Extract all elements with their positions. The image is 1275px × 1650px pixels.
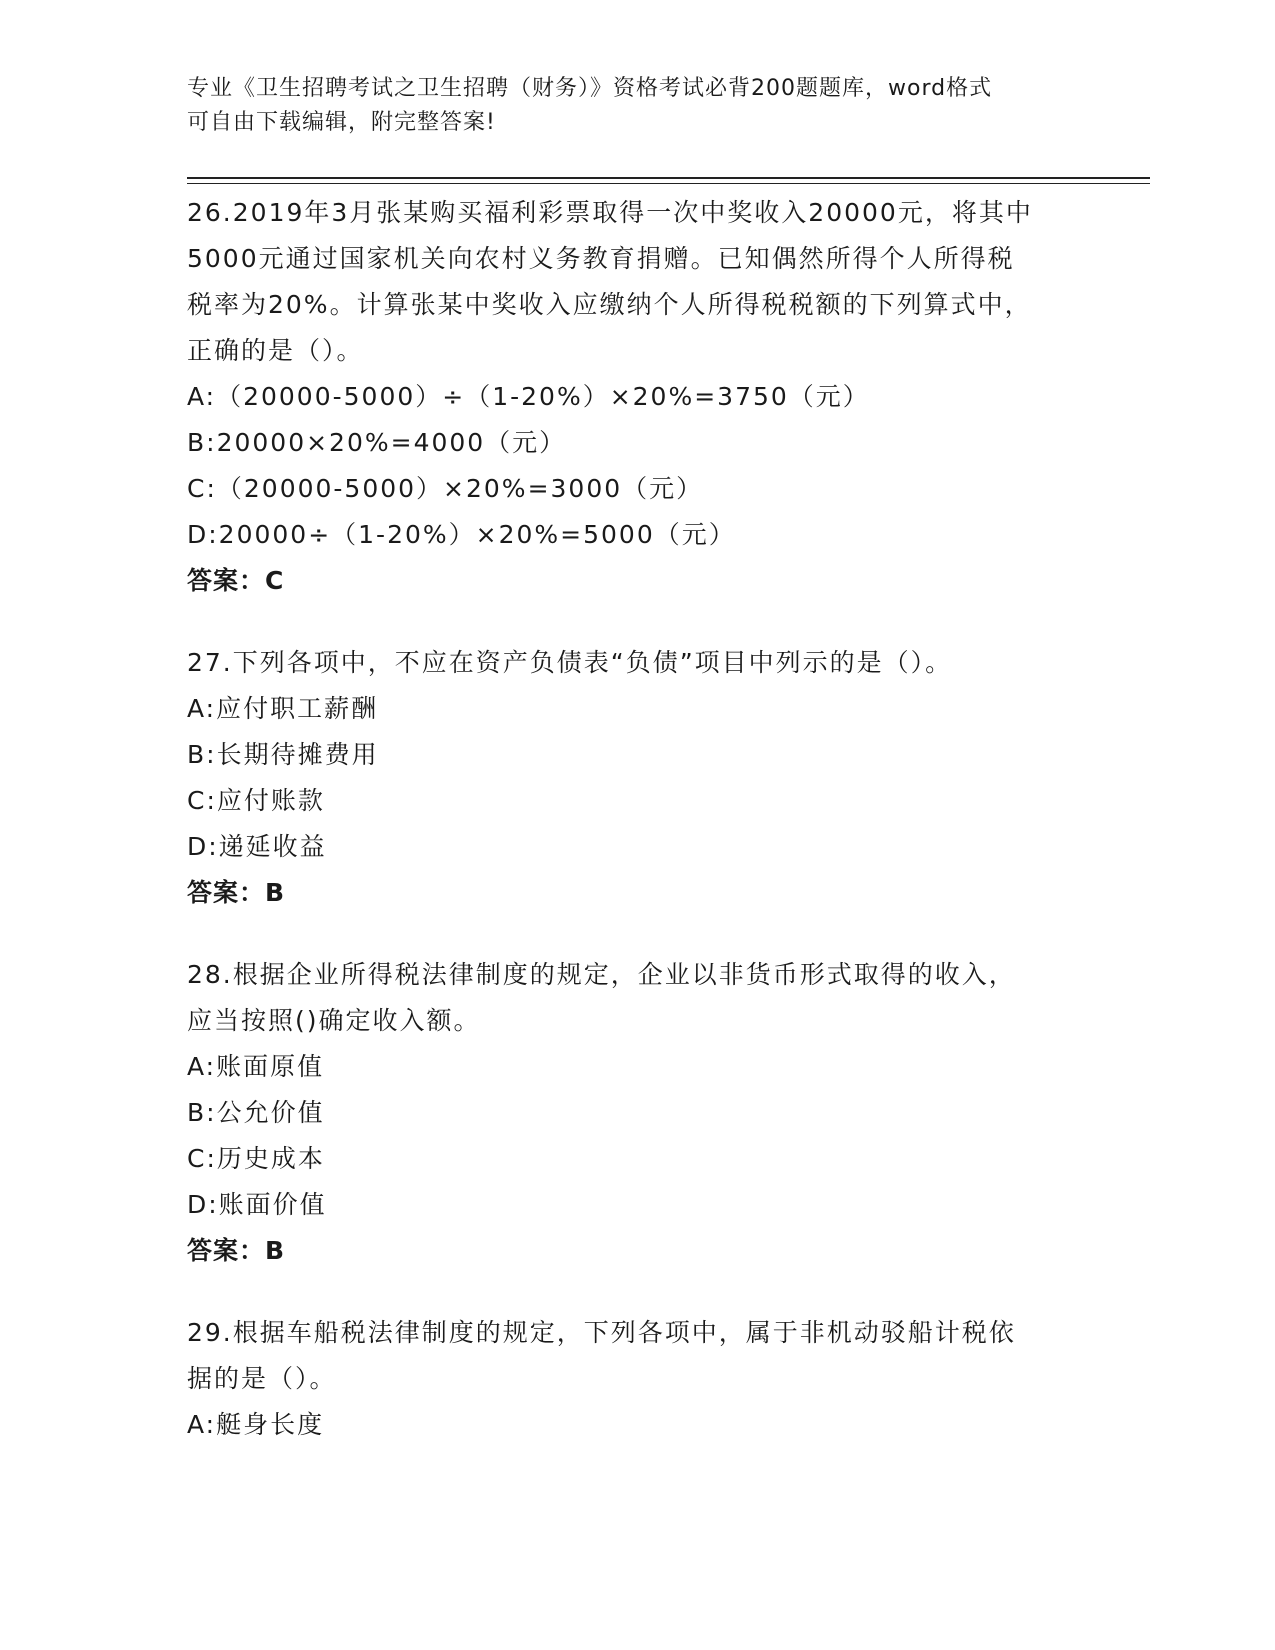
option-a: A:艇身长度 — [187, 1410, 325, 1439]
option-a: A:账面原值 — [187, 1052, 325, 1081]
option-d: D:递延收益 — [187, 832, 327, 861]
header-line-2: 可自由下载编辑，附完整答案! — [187, 110, 496, 135]
question-stem-line: 应当按照()确定收入额。 — [187, 1006, 481, 1035]
option-c: C:（20000-5000）×20%=3000（元） — [187, 474, 704, 503]
question-list — [187, 190, 1087, 1484]
question-28 — [187, 952, 1087, 1274]
header-divider-thin — [187, 183, 1150, 184]
option-a: A:应付职工薪酬 — [187, 694, 379, 723]
question-stem-line: 正确的是（）。 — [187, 336, 364, 365]
question-stem-line: 29.根据车船税法律制度的规定，下列各项中，属于非机动驳船计税依 — [187, 1318, 1016, 1347]
question-stem — [187, 1310, 1087, 1402]
question-27 — [187, 640, 1087, 916]
question-stem-line: 据的是（）。 — [187, 1364, 337, 1393]
option-d: D:20000÷（1-20%）×20%=5000（元） — [187, 520, 736, 549]
question-stem-line: 5000元通过国家机关向农村义务教育捐赠。已知偶然所得个人所得税 — [187, 244, 1015, 273]
question-stem — [187, 190, 1087, 374]
option-d: D:账面价值 — [187, 1190, 327, 1219]
header-line-1: 专业《卫生招聘考试之卫生招聘（财务）》资格考试必背200题题库，word格式 — [187, 76, 993, 101]
question-26 — [187, 190, 1087, 604]
option-b: B:长期待摊费用 — [187, 740, 379, 769]
answer: 答案：B — [187, 878, 286, 907]
question-stem-line: 26.2019年3月张某购买福利彩票取得一次中奖收入20000元，将其中 — [187, 198, 1033, 227]
question-stem — [187, 640, 1087, 686]
answer: 答案：C — [187, 566, 285, 595]
header-divider-thick — [187, 177, 1150, 179]
question-29 — [187, 1310, 1087, 1448]
option-c: C:历史成本 — [187, 1144, 325, 1173]
option-a: A:（20000-5000）÷（1-20%）×20%=3750（元） — [187, 382, 870, 411]
option-b: B:公允价值 — [187, 1098, 325, 1127]
question-stem-line: 27.下列各项中，不应在资产负债表“负债”项目中列示的是（）。 — [187, 648, 953, 677]
question-stem — [187, 952, 1087, 1044]
option-b: B:20000×20%=4000（元） — [187, 428, 567, 457]
document-header — [187, 72, 1087, 140]
question-stem-line: 税率为20%。计算张某中奖收入应缴纳个人所得税税额的下列算式中， — [187, 290, 1032, 319]
option-c: C:应付账款 — [187, 786, 325, 815]
answer: 答案：B — [187, 1236, 286, 1265]
question-stem-line: 28.根据企业所得税法律制度的规定，企业以非货币形式取得的收入， — [187, 960, 1016, 989]
